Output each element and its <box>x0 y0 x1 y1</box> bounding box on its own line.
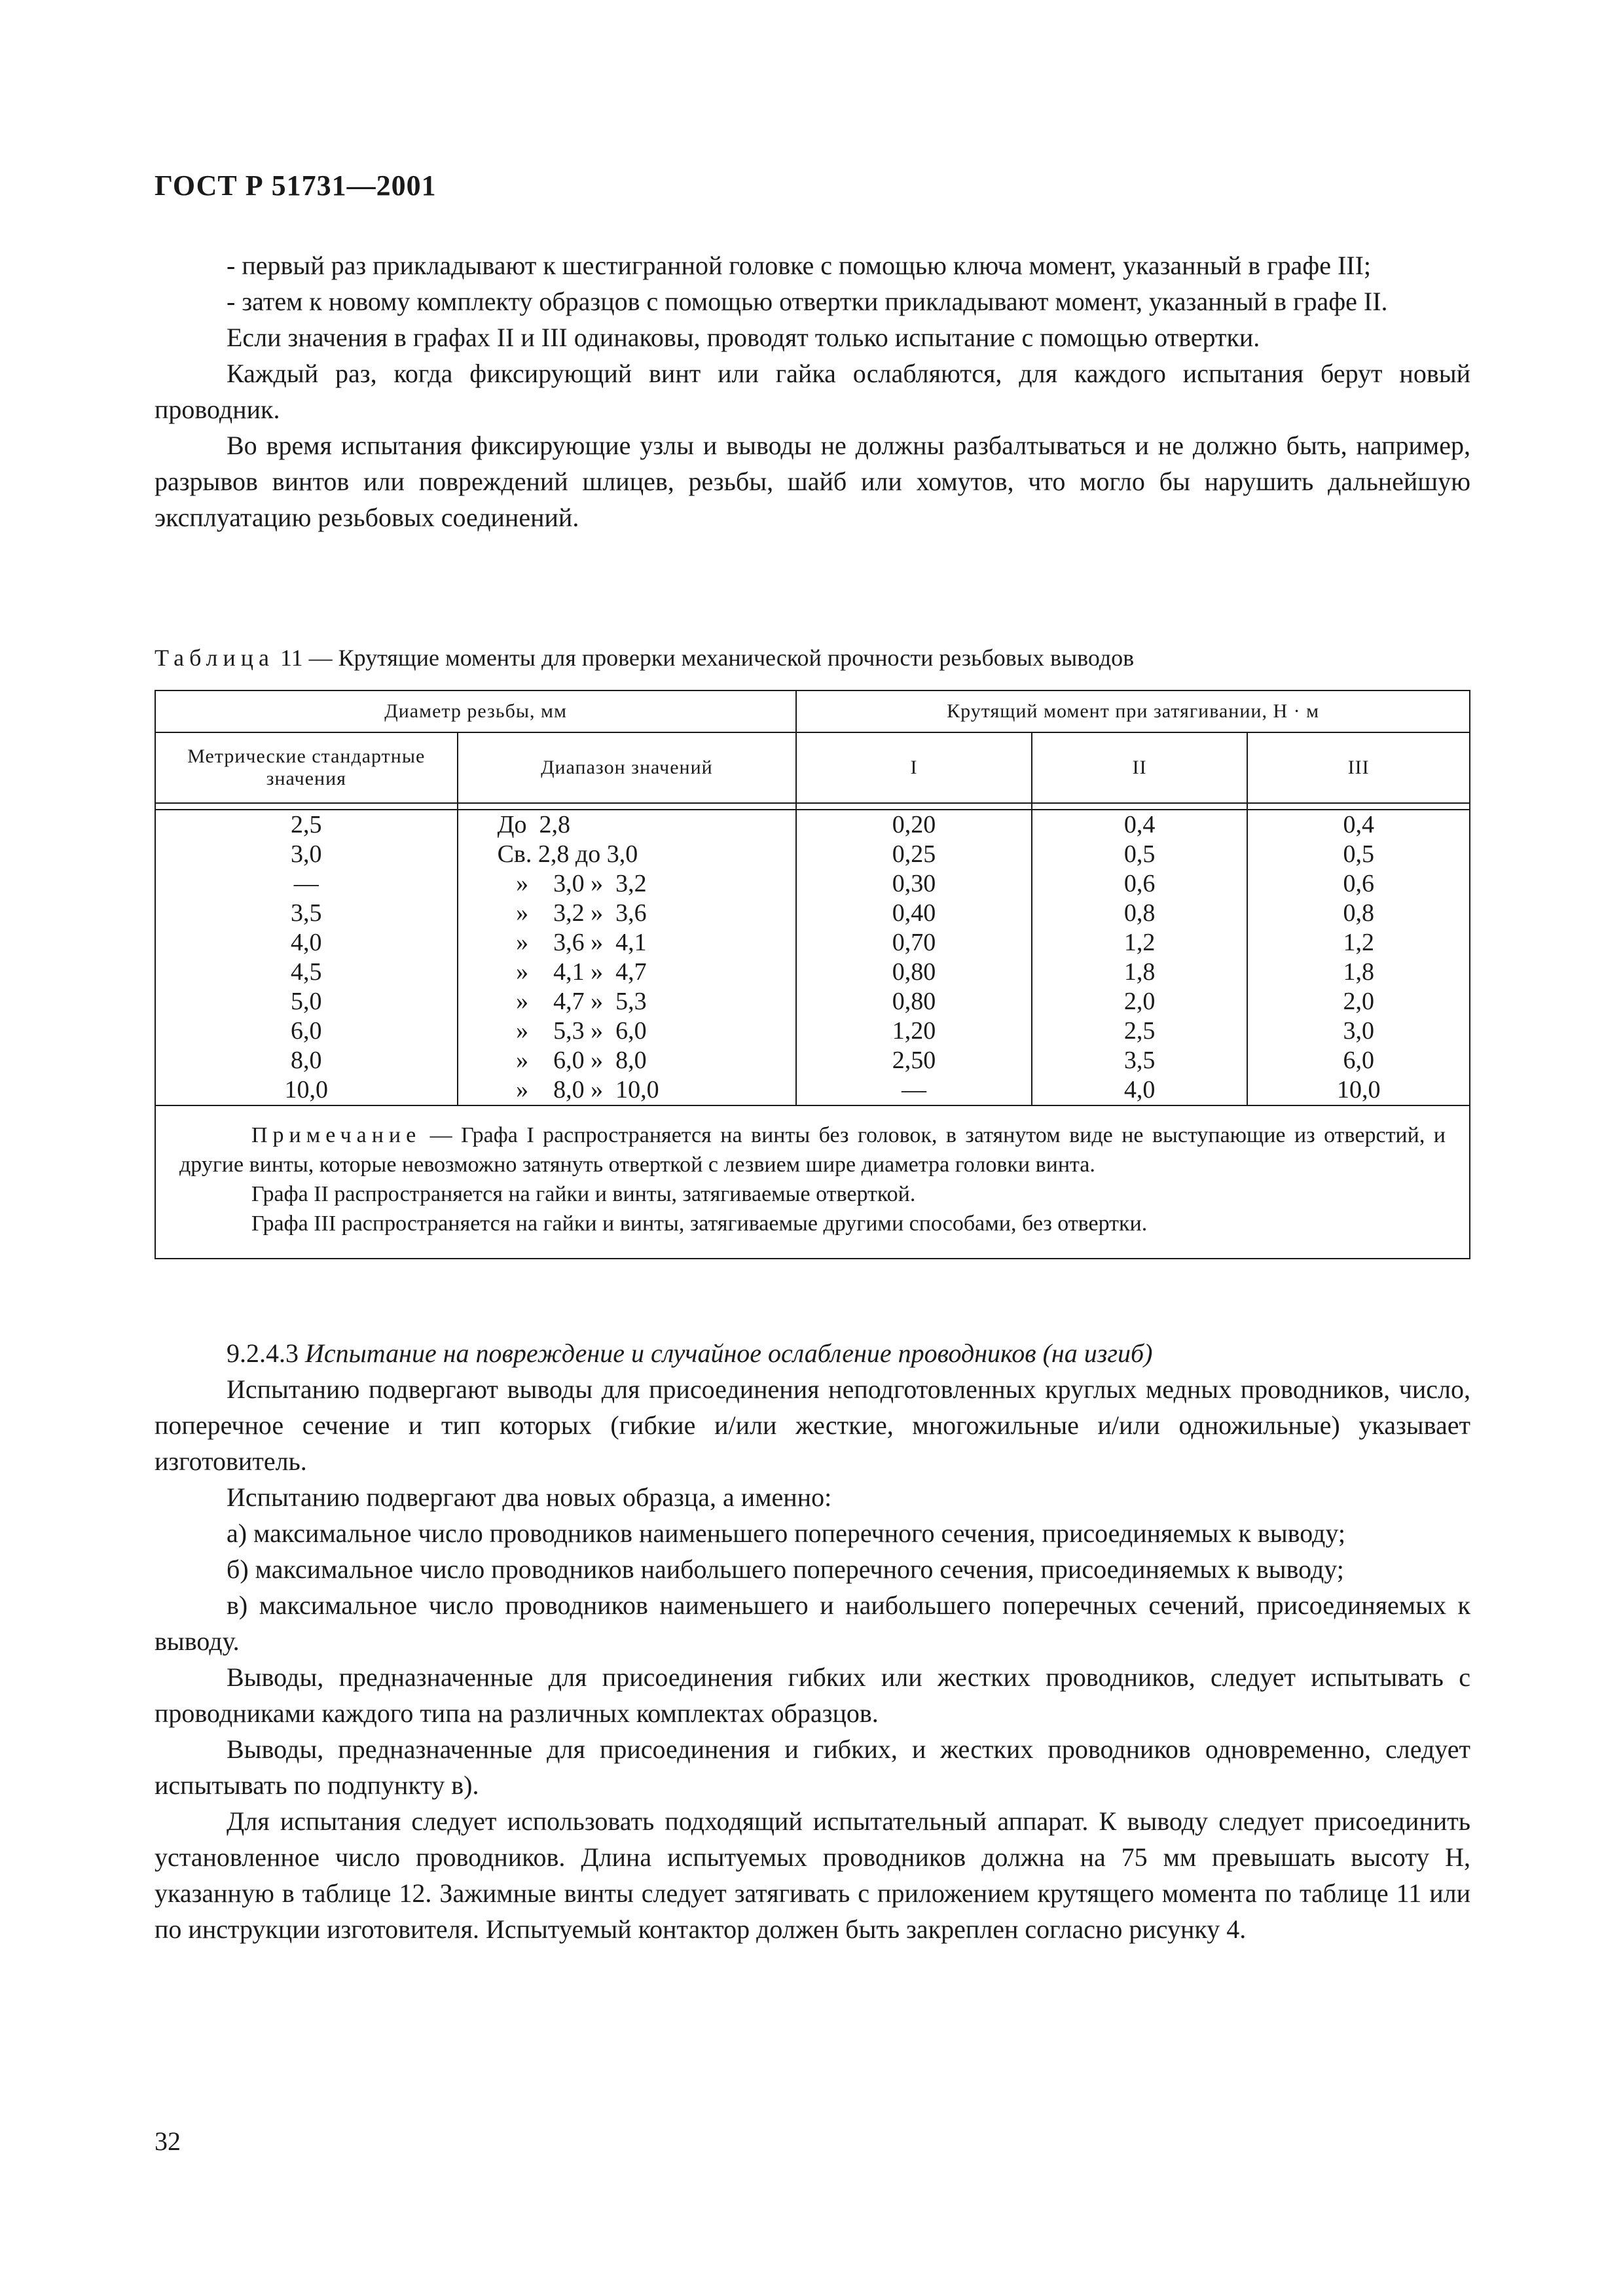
table-cell: 0,25 <box>892 840 936 868</box>
table-cell: 0,70 <box>892 929 936 956</box>
table-cell: 4,0 <box>291 929 322 956</box>
table-header-separator <box>155 803 1470 810</box>
section-number: 9.2.4.3 <box>227 1338 305 1368</box>
page-number: 32 <box>155 2126 181 2156</box>
note-paragraph <box>179 1121 1446 1179</box>
table-cell: 0,8 <box>1343 899 1374 927</box>
table-cell: 0,5 <box>1123 840 1156 868</box>
table-cell: 0,80 <box>892 988 936 1015</box>
paragraph: Если значения в графах II и III одинаковы, проводят только испытание с помощью отвертки. <box>227 323 1260 352</box>
table-cell: » 6,0 » 8,0 <box>497 1047 647 1074</box>
header-col-iii: III <box>1247 732 1470 803</box>
table-cell: 10,0 <box>284 1076 329 1103</box>
table-cell: 5,0 <box>291 988 322 1015</box>
paragraph: в) максимальное число проводников наименьшего и наибольшего поперечных сечений, присоединяемых к выводу. <box>155 1590 1470 1656</box>
table-cell: 0,20 <box>892 811 936 838</box>
column-i <box>796 810 1032 1105</box>
paragraph: - первый раз прикладывают к шестигранной головке с помощью ключа момент, указанный в графе III; <box>227 251 1372 280</box>
table-cell: » 4,1 » 4,7 <box>497 958 647 986</box>
table-cell: » 5,3 » 6,0 <box>497 1017 647 1045</box>
torque-table <box>155 690 1470 1259</box>
table-cell: 2,5 <box>1123 1017 1156 1045</box>
table-caption-text: 11 — Крутящие моменты для проверки механической прочности резьбовых выводов <box>274 645 1135 671</box>
section-title: Испытание на повреждение и случайное ослабление проводников (на изгиб) <box>305 1338 1153 1368</box>
table-cell: 3,5 <box>1123 1047 1156 1074</box>
paragraph: Выводы, предназначенные для присоединения гибких или жестких проводников, следует испытывать с проводниками каждого типа на различных комплектах образцов. <box>155 1662 1470 1728</box>
table-cell: 3,5 <box>291 899 322 927</box>
table-cell: 1,20 <box>892 1017 936 1045</box>
table-cell: До 2,8 <box>497 811 570 838</box>
table-cell: » 8,0 » 10,0 <box>497 1076 659 1103</box>
section-heading <box>155 1335 1470 1371</box>
header-metric: Метрические стандартные значения <box>155 732 458 803</box>
table-cell: 8,0 <box>291 1047 322 1074</box>
paragraph: а) максимальное число проводников наименьшего поперечного сечения, присоединяемых к выводу; <box>227 1518 1345 1548</box>
table-cell: 0,40 <box>892 899 936 927</box>
header-col-ii: II <box>1032 732 1248 803</box>
paragraph: Испытанию подвергают два новых образца, а именно: <box>227 1482 832 1512</box>
paragraph: Для испытания следует использовать подходящий испытательный аппарат. К выводу следует присоединить установленное число проводников. Длина испытуемых проводников должна на 75 мм превышать высоту Н, указанную в таблице 12. Зажимные винты следует затягивать с приложением крутящего момента по таблице 11 или по инструкции изготовителя. Испытуемый контактор должен быть закреплен согласно рисунку 4. <box>155 1806 1470 1944</box>
table-cell: 0,4 <box>1343 811 1374 838</box>
header-diameter: Диаметр резьбы, мм <box>155 691 796 732</box>
note-label: Примечание <box>251 1123 422 1147</box>
table-cell: 0,80 <box>892 958 936 986</box>
document-header: ГОСТ Р 51731—2001 <box>155 170 437 202</box>
column-ii <box>1032 810 1248 1105</box>
table-caption-label: Таблица <box>155 645 274 671</box>
table-cell: 1,2 <box>1343 929 1374 956</box>
table-cell: 0,8 <box>1123 899 1156 927</box>
table-group-header-row <box>155 691 1470 732</box>
table-cell: » 3,6 » 4,1 <box>497 929 647 956</box>
bottom-text-block <box>155 1335 1470 1947</box>
table-cell: 4,0 <box>1123 1076 1156 1103</box>
note-paragraph: Графа II распространяется на гайки и винты, затягиваемые отверткой. <box>251 1182 916 1206</box>
table-cell: Св. 2,8 до 3,0 <box>497 840 638 868</box>
paragraph: Испытанию подвергают выводы для присоединения неподготовленных круглых медных проводников, число, поперечное сечение и тип которых (гибкие и/или жесткие, многожильные и/или одножильные) указывает изготовитель. <box>155 1374 1470 1476</box>
table-cell: 2,5 <box>291 811 322 838</box>
table-cell: — <box>902 1076 927 1103</box>
table-note <box>155 1105 1470 1259</box>
paragraph: б) максимальное число проводников наибольшего поперечного сечения, присоединяемых к выводу; <box>227 1554 1344 1584</box>
paragraph: - затем к новому комплекту образцов с помощью отвертки прикладывают момент, указанный в графе II. <box>227 287 1388 316</box>
paragraph: Каждый раз, когда фиксирующий винт или гайка ослабляются, для каждого испытания берут новый проводник. <box>155 359 1470 424</box>
column-metric <box>155 810 458 1105</box>
table-cell: 0,6 <box>1123 870 1156 897</box>
table-cell: 0,5 <box>1343 840 1374 868</box>
table-cell: 10,0 <box>1336 1076 1381 1103</box>
table-cell: » 3,0 » 3,2 <box>497 870 647 897</box>
table-cell: 1,2 <box>1123 929 1156 956</box>
table-cell: — <box>293 870 319 897</box>
table-column-header-row <box>155 732 1470 803</box>
table-cell: » 3,2 » 3,6 <box>497 899 647 927</box>
note-paragraph: Графа III распространяется на гайки и винты, затягиваемые другими способами, без отвертки. <box>251 1211 1148 1236</box>
table-cell: 1,8 <box>1343 958 1374 986</box>
note-text: — Графа I распространяется на винты без головок, в затянутом виде не выступающие из отверстий, и другие винты, которые невозможно затянуть отверткой с лезвием шире диаметра головки винта. <box>179 1123 1446 1177</box>
header-torque: Крутящий момент при затягивании, Н · м <box>796 691 1470 732</box>
paragraph: Выводы, предназначенные для присоединения и гибких, и жестких проводников одновременно, следует испытывать по подпункту в). <box>155 1734 1470 1800</box>
table-cell: 0,4 <box>1123 811 1156 838</box>
table-cell: » 4,7 » 5,3 <box>497 988 647 1015</box>
table-caption <box>155 644 1134 672</box>
table-body-row <box>155 810 1470 1105</box>
table-cell: 6,0 <box>1343 1047 1374 1074</box>
table-cell: 2,50 <box>892 1047 936 1074</box>
table-cell: 3,0 <box>1343 1017 1374 1045</box>
table-cell: 2,0 <box>1343 988 1374 1015</box>
column-range <box>458 810 797 1105</box>
table-note-row <box>155 1105 1470 1259</box>
column-iii <box>1247 810 1470 1105</box>
table-cell: 3,0 <box>291 840 322 868</box>
table-cell: 6,0 <box>291 1017 322 1045</box>
table-cell: 0,6 <box>1343 870 1374 897</box>
table-cell: 4,5 <box>291 958 322 986</box>
table-cell: 1,8 <box>1123 958 1156 986</box>
paragraph: Во время испытания фиксирующие узлы и выводы не должны разбалтываться и не должно быть, например, разрывов винтов или повреждений шлицев, резьбы, шайб или хомутов, что могло бы нарушить дальнейшую эксплуатацию резьбовых соединений. <box>155 431 1470 532</box>
top-text-block <box>155 247 1470 535</box>
header-range: Диапазон значений <box>458 732 797 803</box>
header-col-i: I <box>796 732 1032 803</box>
table-cell: 2,0 <box>1123 988 1156 1015</box>
table-cell: 0,30 <box>892 870 936 897</box>
